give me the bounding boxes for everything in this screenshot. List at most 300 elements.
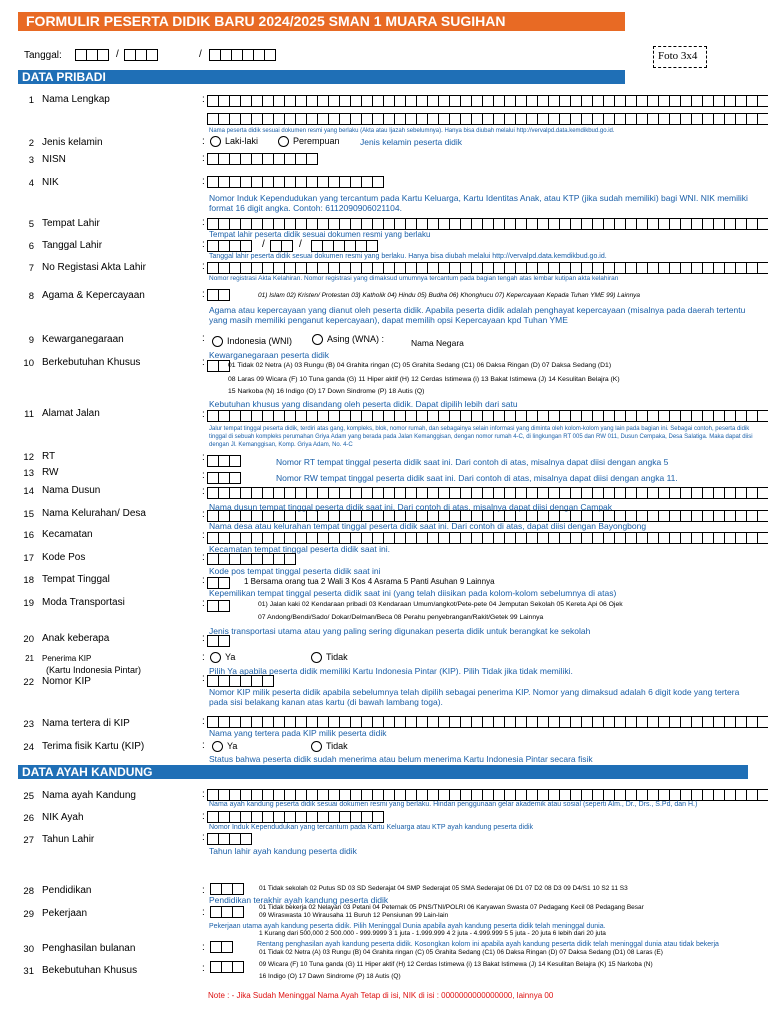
char-box[interactable] bbox=[648, 95, 659, 107]
char-box[interactable] bbox=[263, 153, 274, 165]
char-box[interactable] bbox=[296, 532, 307, 544]
char-box[interactable] bbox=[307, 95, 318, 107]
char-box[interactable] bbox=[219, 487, 230, 499]
char-box[interactable] bbox=[538, 95, 549, 107]
char-box[interactable] bbox=[725, 410, 736, 422]
char-box[interactable] bbox=[494, 262, 505, 274]
char-box[interactable] bbox=[659, 410, 670, 422]
char-box[interactable] bbox=[516, 716, 527, 728]
char-box[interactable] bbox=[406, 95, 417, 107]
char-box[interactable] bbox=[450, 218, 461, 230]
char-box[interactable] bbox=[505, 113, 516, 125]
char-box[interactable] bbox=[516, 262, 527, 274]
akta-boxes[interactable] bbox=[207, 262, 768, 274]
char-box[interactable] bbox=[207, 455, 219, 467]
char-box[interactable] bbox=[207, 487, 219, 499]
char-box[interactable] bbox=[384, 410, 395, 422]
char-box[interactable] bbox=[241, 176, 252, 188]
char-box[interactable] bbox=[207, 811, 219, 823]
pendidikan-ayah-boxes[interactable] bbox=[210, 883, 244, 895]
char-box[interactable] bbox=[604, 487, 615, 499]
char-box[interactable] bbox=[406, 262, 417, 274]
char-box[interactable] bbox=[736, 716, 747, 728]
rw-boxes[interactable] bbox=[207, 472, 241, 484]
char-box[interactable] bbox=[329, 262, 340, 274]
char-box[interactable] bbox=[340, 176, 351, 188]
char-box[interactable] bbox=[323, 240, 334, 252]
char-box[interactable] bbox=[417, 95, 428, 107]
char-box[interactable] bbox=[428, 532, 439, 544]
radio-fisik-ya[interactable] bbox=[212, 741, 237, 752]
char-box[interactable] bbox=[285, 487, 296, 499]
char-box[interactable] bbox=[230, 240, 241, 252]
char-box[interactable] bbox=[252, 410, 263, 422]
char-box[interactable] bbox=[648, 716, 659, 728]
tanggal-lahir-year-boxes[interactable] bbox=[311, 240, 378, 252]
char-box[interactable] bbox=[356, 240, 367, 252]
char-box[interactable] bbox=[593, 487, 604, 499]
char-box[interactable] bbox=[351, 410, 362, 422]
char-box[interactable] bbox=[274, 410, 285, 422]
char-box[interactable] bbox=[670, 716, 681, 728]
char-box[interactable] bbox=[747, 113, 758, 125]
char-box[interactable] bbox=[296, 176, 307, 188]
char-box[interactable] bbox=[340, 218, 351, 230]
tempat-lahir-boxes[interactable] bbox=[207, 218, 768, 230]
char-box[interactable] bbox=[516, 218, 527, 230]
char-box[interactable] bbox=[439, 532, 450, 544]
char-box[interactable] bbox=[560, 532, 571, 544]
char-box[interactable] bbox=[604, 218, 615, 230]
char-box[interactable] bbox=[604, 532, 615, 544]
nama-lengkap-boxes-row2[interactable] bbox=[207, 113, 768, 125]
char-box[interactable] bbox=[406, 532, 417, 544]
char-box[interactable] bbox=[615, 113, 626, 125]
tanggal-month-boxes[interactable] bbox=[124, 49, 158, 61]
char-box[interactable] bbox=[417, 218, 428, 230]
char-box[interactable] bbox=[296, 410, 307, 422]
char-box[interactable] bbox=[230, 455, 241, 467]
char-box[interactable] bbox=[648, 487, 659, 499]
char-box[interactable] bbox=[219, 811, 230, 823]
char-box[interactable] bbox=[417, 262, 428, 274]
char-box[interactable] bbox=[703, 789, 714, 801]
char-box[interactable] bbox=[362, 716, 373, 728]
char-box[interactable] bbox=[367, 240, 378, 252]
char-box[interactable] bbox=[296, 113, 307, 125]
char-box[interactable] bbox=[637, 95, 648, 107]
char-box[interactable] bbox=[714, 262, 725, 274]
char-box[interactable] bbox=[494, 95, 505, 107]
char-box[interactable] bbox=[219, 113, 230, 125]
radio-kip-ya[interactable] bbox=[210, 652, 235, 663]
char-box[interactable] bbox=[472, 410, 483, 422]
char-box[interactable] bbox=[230, 95, 241, 107]
char-box[interactable] bbox=[670, 218, 681, 230]
char-box[interactable] bbox=[318, 532, 329, 544]
char-box[interactable] bbox=[373, 218, 384, 230]
alamat-boxes[interactable] bbox=[207, 410, 768, 422]
char-box[interactable] bbox=[373, 410, 384, 422]
char-box[interactable] bbox=[549, 487, 560, 499]
char-box[interactable] bbox=[494, 532, 505, 544]
char-box[interactable] bbox=[428, 410, 439, 422]
char-box[interactable] bbox=[406, 218, 417, 230]
char-box[interactable] bbox=[252, 153, 263, 165]
char-box[interactable] bbox=[516, 95, 527, 107]
char-box[interactable] bbox=[207, 472, 219, 484]
rt-boxes[interactable] bbox=[207, 455, 241, 467]
char-box[interactable] bbox=[307, 153, 318, 165]
char-box[interactable] bbox=[670, 410, 681, 422]
char-box[interactable] bbox=[252, 176, 263, 188]
char-box[interactable] bbox=[395, 487, 406, 499]
char-box[interactable] bbox=[395, 262, 406, 274]
char-box[interactable] bbox=[75, 49, 87, 61]
char-box[interactable] bbox=[296, 811, 307, 823]
char-box[interactable] bbox=[263, 95, 274, 107]
char-box[interactable] bbox=[648, 262, 659, 274]
char-box[interactable] bbox=[736, 410, 747, 422]
char-box[interactable] bbox=[210, 906, 222, 918]
tanggal-lahir-day-boxes[interactable] bbox=[207, 240, 252, 252]
char-box[interactable] bbox=[417, 410, 428, 422]
char-box[interactable] bbox=[252, 716, 263, 728]
char-box[interactable] bbox=[736, 113, 747, 125]
char-box[interactable] bbox=[615, 410, 626, 422]
char-box[interactable] bbox=[417, 487, 428, 499]
char-box[interactable] bbox=[538, 410, 549, 422]
char-box[interactable] bbox=[681, 113, 692, 125]
char-box[interactable] bbox=[428, 262, 439, 274]
char-box[interactable] bbox=[252, 262, 263, 274]
char-box[interactable] bbox=[362, 532, 373, 544]
char-box[interactable] bbox=[373, 716, 384, 728]
char-box[interactable] bbox=[241, 716, 252, 728]
char-box[interactable] bbox=[461, 95, 472, 107]
char-box[interactable] bbox=[230, 833, 241, 845]
char-box[interactable] bbox=[296, 153, 307, 165]
char-box[interactable] bbox=[307, 532, 318, 544]
char-box[interactable] bbox=[758, 532, 768, 544]
char-box[interactable] bbox=[230, 410, 241, 422]
char-box[interactable] bbox=[207, 113, 219, 125]
char-box[interactable] bbox=[692, 410, 703, 422]
char-box[interactable] bbox=[230, 218, 241, 230]
char-box[interactable] bbox=[285, 113, 296, 125]
char-box[interactable] bbox=[329, 532, 340, 544]
char-box[interactable] bbox=[637, 410, 648, 422]
char-box[interactable] bbox=[207, 600, 219, 612]
char-box[interactable] bbox=[207, 153, 219, 165]
char-box[interactable] bbox=[758, 716, 768, 728]
char-box[interactable] bbox=[527, 218, 538, 230]
char-box[interactable] bbox=[593, 95, 604, 107]
char-box[interactable] bbox=[340, 113, 351, 125]
tanggal-year-boxes[interactable] bbox=[209, 49, 276, 61]
char-box[interactable] bbox=[241, 240, 252, 252]
char-box[interactable] bbox=[406, 487, 417, 499]
char-box[interactable] bbox=[538, 716, 549, 728]
char-box[interactable] bbox=[527, 487, 538, 499]
char-box[interactable] bbox=[373, 532, 384, 544]
char-box[interactable] bbox=[714, 487, 725, 499]
char-box[interactable] bbox=[505, 410, 516, 422]
char-box[interactable] bbox=[670, 113, 681, 125]
char-box[interactable] bbox=[207, 176, 219, 188]
char-box[interactable] bbox=[483, 410, 494, 422]
char-box[interactable] bbox=[263, 262, 274, 274]
char-box[interactable] bbox=[428, 95, 439, 107]
char-box[interactable] bbox=[207, 95, 219, 107]
char-box[interactable] bbox=[571, 410, 582, 422]
char-box[interactable] bbox=[615, 95, 626, 107]
char-box[interactable] bbox=[736, 510, 747, 522]
char-box[interactable] bbox=[560, 716, 571, 728]
char-box[interactable] bbox=[340, 262, 351, 274]
char-box[interactable] bbox=[210, 961, 222, 973]
char-box[interactable] bbox=[637, 218, 648, 230]
char-box[interactable] bbox=[615, 716, 626, 728]
char-box[interactable] bbox=[219, 218, 230, 230]
char-box[interactable] bbox=[593, 113, 604, 125]
char-box[interactable] bbox=[494, 487, 505, 499]
char-box[interactable] bbox=[207, 553, 219, 565]
char-box[interactable] bbox=[516, 113, 527, 125]
char-box[interactable] bbox=[670, 262, 681, 274]
char-box[interactable] bbox=[692, 113, 703, 125]
kebutuhan-khusus-boxes[interactable] bbox=[207, 360, 230, 372]
char-box[interactable] bbox=[307, 218, 318, 230]
char-box[interactable] bbox=[505, 218, 516, 230]
char-box[interactable] bbox=[560, 487, 571, 499]
char-box[interactable] bbox=[527, 410, 538, 422]
char-box[interactable] bbox=[549, 410, 560, 422]
char-box[interactable] bbox=[207, 635, 219, 647]
nama-kip-boxes[interactable] bbox=[207, 716, 768, 728]
char-box[interactable] bbox=[219, 833, 230, 845]
radio-wna[interactable] bbox=[312, 334, 384, 345]
char-box[interactable] bbox=[274, 262, 285, 274]
char-box[interactable] bbox=[207, 833, 219, 845]
char-box[interactable] bbox=[648, 410, 659, 422]
char-box[interactable] bbox=[461, 410, 472, 422]
char-box[interactable] bbox=[296, 487, 307, 499]
nik-ayah-boxes[interactable] bbox=[207, 811, 384, 823]
char-box[interactable] bbox=[263, 218, 274, 230]
char-box[interactable] bbox=[241, 113, 252, 125]
char-box[interactable] bbox=[263, 716, 274, 728]
char-box[interactable] bbox=[384, 113, 395, 125]
char-box[interactable] bbox=[428, 716, 439, 728]
char-box[interactable] bbox=[505, 487, 516, 499]
char-box[interactable] bbox=[736, 218, 747, 230]
char-box[interactable] bbox=[219, 262, 230, 274]
char-box[interactable] bbox=[571, 95, 582, 107]
char-box[interactable] bbox=[241, 833, 252, 845]
char-box[interactable] bbox=[747, 510, 758, 522]
char-box[interactable] bbox=[692, 487, 703, 499]
char-box[interactable] bbox=[681, 410, 692, 422]
char-box[interactable] bbox=[428, 113, 439, 125]
char-box[interactable] bbox=[241, 553, 252, 565]
char-box[interactable] bbox=[659, 95, 670, 107]
char-box[interactable] bbox=[593, 532, 604, 544]
char-box[interactable] bbox=[483, 218, 494, 230]
char-box[interactable] bbox=[329, 716, 340, 728]
char-box[interactable] bbox=[362, 487, 373, 499]
char-box[interactable] bbox=[395, 410, 406, 422]
char-box[interactable] bbox=[362, 262, 373, 274]
char-box[interactable] bbox=[626, 95, 637, 107]
char-box[interactable] bbox=[252, 487, 263, 499]
char-box[interactable] bbox=[714, 789, 725, 801]
char-box[interactable] bbox=[219, 240, 230, 252]
char-box[interactable] bbox=[582, 410, 593, 422]
char-box[interactable] bbox=[263, 176, 274, 188]
char-box[interactable] bbox=[285, 176, 296, 188]
char-box[interactable] bbox=[373, 811, 384, 823]
char-box[interactable] bbox=[207, 410, 219, 422]
char-box[interactable] bbox=[219, 553, 230, 565]
char-box[interactable] bbox=[758, 510, 768, 522]
char-box[interactable] bbox=[222, 883, 233, 895]
char-box[interactable] bbox=[274, 113, 285, 125]
char-box[interactable] bbox=[725, 487, 736, 499]
char-box[interactable] bbox=[274, 811, 285, 823]
char-box[interactable] bbox=[659, 218, 670, 230]
char-box[interactable] bbox=[329, 176, 340, 188]
char-box[interactable] bbox=[560, 262, 571, 274]
char-box[interactable] bbox=[307, 811, 318, 823]
char-box[interactable] bbox=[351, 113, 362, 125]
char-box[interactable] bbox=[582, 218, 593, 230]
char-box[interactable] bbox=[725, 789, 736, 801]
char-box[interactable] bbox=[659, 510, 670, 522]
pekerjaan-ayah-boxes[interactable] bbox=[210, 906, 244, 918]
char-box[interactable] bbox=[692, 218, 703, 230]
char-box[interactable] bbox=[270, 240, 282, 252]
char-box[interactable] bbox=[241, 675, 252, 687]
char-box[interactable] bbox=[736, 262, 747, 274]
radio-wni[interactable] bbox=[212, 336, 292, 347]
char-box[interactable] bbox=[384, 716, 395, 728]
char-box[interactable] bbox=[736, 95, 747, 107]
char-box[interactable] bbox=[472, 113, 483, 125]
char-box[interactable] bbox=[362, 113, 373, 125]
char-box[interactable] bbox=[219, 95, 230, 107]
char-box[interactable] bbox=[241, 487, 252, 499]
char-box[interactable] bbox=[219, 675, 230, 687]
char-box[interactable] bbox=[450, 716, 461, 728]
char-box[interactable] bbox=[340, 487, 351, 499]
char-box[interactable] bbox=[659, 113, 670, 125]
tanggal-day-boxes[interactable] bbox=[75, 49, 109, 61]
char-box[interactable] bbox=[373, 113, 384, 125]
char-box[interactable] bbox=[230, 675, 241, 687]
char-box[interactable] bbox=[428, 218, 439, 230]
char-box[interactable] bbox=[285, 410, 296, 422]
char-box[interactable] bbox=[207, 262, 219, 274]
char-box[interactable] bbox=[351, 262, 362, 274]
char-box[interactable] bbox=[549, 218, 560, 230]
char-box[interactable] bbox=[681, 218, 692, 230]
char-box[interactable] bbox=[318, 262, 329, 274]
char-box[interactable] bbox=[318, 218, 329, 230]
char-box[interactable] bbox=[285, 262, 296, 274]
char-box[interactable] bbox=[758, 410, 768, 422]
char-box[interactable] bbox=[758, 218, 768, 230]
char-box[interactable] bbox=[714, 113, 725, 125]
char-box[interactable] bbox=[626, 218, 637, 230]
char-box[interactable] bbox=[582, 262, 593, 274]
char-box[interactable] bbox=[505, 262, 516, 274]
char-box[interactable] bbox=[703, 262, 714, 274]
radio-laki-laki[interactable] bbox=[210, 136, 258, 147]
char-box[interactable] bbox=[692, 510, 703, 522]
char-box[interactable] bbox=[461, 218, 472, 230]
char-box[interactable] bbox=[222, 941, 233, 953]
nisn-boxes[interactable] bbox=[207, 153, 318, 165]
char-box[interactable] bbox=[219, 176, 230, 188]
char-box[interactable] bbox=[219, 532, 230, 544]
char-box[interactable] bbox=[725, 716, 736, 728]
char-box[interactable] bbox=[351, 487, 362, 499]
char-box[interactable] bbox=[582, 95, 593, 107]
char-box[interactable] bbox=[516, 410, 527, 422]
char-box[interactable] bbox=[472, 95, 483, 107]
char-box[interactable] bbox=[340, 410, 351, 422]
char-box[interactable] bbox=[538, 218, 549, 230]
char-box[interactable] bbox=[285, 153, 296, 165]
char-box[interactable] bbox=[692, 95, 703, 107]
kode-pos-boxes[interactable] bbox=[207, 553, 296, 565]
char-box[interactable] bbox=[241, 410, 252, 422]
char-box[interactable] bbox=[219, 635, 230, 647]
char-box[interactable] bbox=[296, 218, 307, 230]
char-box[interactable] bbox=[263, 487, 274, 499]
char-box[interactable] bbox=[318, 487, 329, 499]
char-box[interactable] bbox=[219, 472, 230, 484]
char-box[interactable] bbox=[241, 262, 252, 274]
char-box[interactable] bbox=[472, 487, 483, 499]
char-box[interactable] bbox=[207, 675, 219, 687]
char-box[interactable] bbox=[560, 218, 571, 230]
char-box[interactable] bbox=[373, 176, 384, 188]
char-box[interactable] bbox=[285, 716, 296, 728]
char-box[interactable] bbox=[307, 176, 318, 188]
char-box[interactable] bbox=[219, 455, 230, 467]
char-box[interactable] bbox=[758, 113, 768, 125]
char-box[interactable] bbox=[98, 49, 109, 61]
char-box[interactable] bbox=[351, 176, 362, 188]
char-box[interactable] bbox=[307, 716, 318, 728]
char-box[interactable] bbox=[560, 95, 571, 107]
char-box[interactable] bbox=[461, 532, 472, 544]
char-box[interactable] bbox=[252, 218, 263, 230]
char-box[interactable] bbox=[395, 218, 406, 230]
char-box[interactable] bbox=[582, 487, 593, 499]
char-box[interactable] bbox=[230, 153, 241, 165]
char-box[interactable] bbox=[230, 176, 241, 188]
char-box[interactable] bbox=[538, 262, 549, 274]
char-box[interactable] bbox=[461, 262, 472, 274]
char-box[interactable] bbox=[219, 153, 230, 165]
char-box[interactable] bbox=[241, 218, 252, 230]
char-box[interactable] bbox=[659, 532, 670, 544]
char-box[interactable] bbox=[219, 410, 230, 422]
char-box[interactable] bbox=[241, 95, 252, 107]
